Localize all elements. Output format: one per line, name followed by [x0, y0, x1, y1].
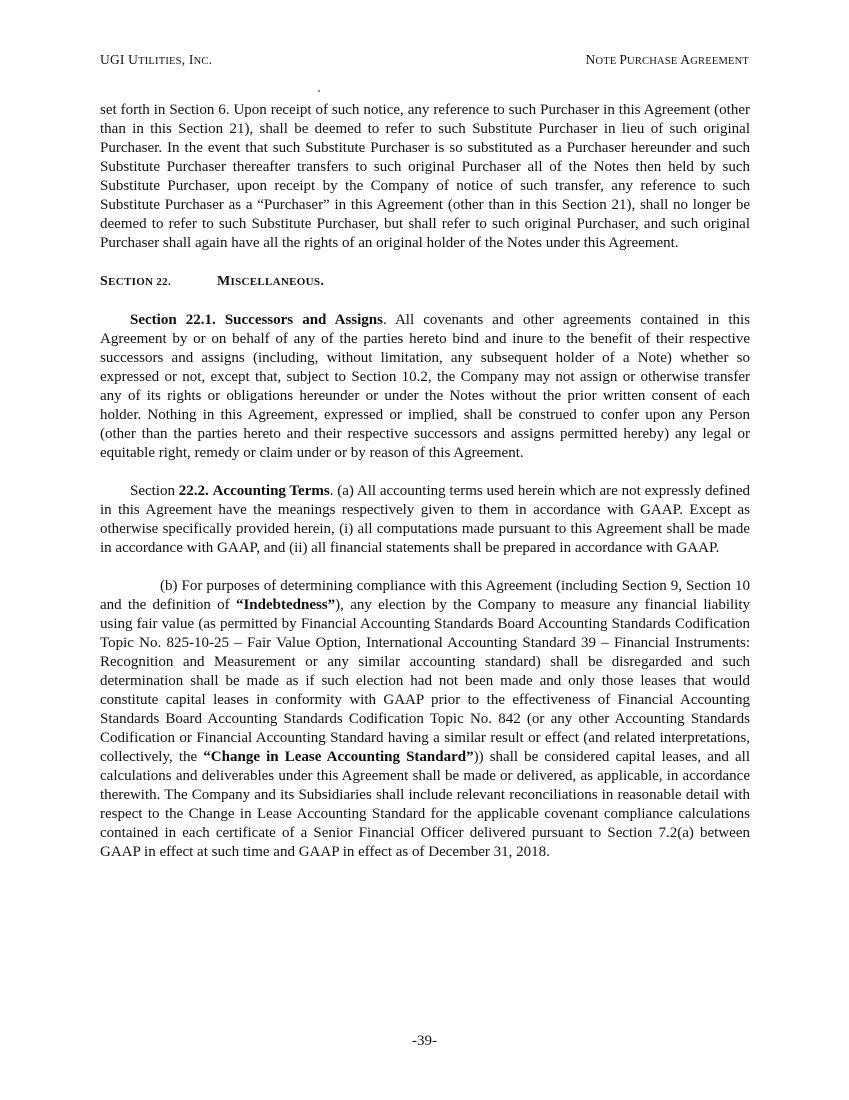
continuation-paragraph: set forth in Section 6. Upon receipt of such notice, any reference to such Purchaser in this Agreement (other than in this Section 21), shall be deemed to refer to such Substitute Purchaser in lieu of such original Purchaser. In the event that such Substitute Purchaser is so substituted as a Purchaser hereunder and such Substitute Purchaser thereafter transfers to such original Purchaser all of the Notes then held by such Substitute Purchaser, upon receipt by the Company of notice of such transfer, any reference to such Substitute Purchaser as a “Purchaser” in this Agreement (other than in this Section 21), shall no longer be deemed to refer to such Substitute Purchaser, but shall refer to such original Purchaser, and such original Purchaser shall again have all the rights of an original holder of the Notes under this Agreement.	[100, 102, 750, 251]
section-22-heading	[100, 272, 750, 292]
section-22-2-title: Accounting Terms	[212, 483, 330, 499]
page-number: -39-	[412, 1033, 437, 1049]
section-22-1-paragraph	[100, 311, 750, 463]
section-22-1-title: Successors and Assigns	[224, 312, 383, 328]
indebtedness-term: “Indebtedness”	[235, 597, 336, 613]
section-22-number: SECTION 22.	[100, 274, 171, 289]
section-22-1-text: . All covenants and other agreements contained in this Agreement by or on behalf of any of the parties hereto bind and inure to the benefit of their respective successors and assigns (including, without limitation, any subsequent holder of a Note) whether so expressed or not, except that, subject to Section 10.2, the Company may not assign or otherwise transfer any of its rights or obligations hereunder or under the Notes without the prior written consent of each holder. Nothing in this Agreement, expressed or implied, shall be construed to confer upon any Person (other than the parties hereto and their respective successors and assigns permitted hereby) any legal or equitable right, remedy or claim under or by reason of this Agreement.	[100, 312, 750, 461]
section-22-1-label: Section 22.1.	[130, 312, 216, 328]
header-document-title: NOTE PURCHASE AGREEMENT	[585, 52, 749, 67]
section-22-2-label: 22.2.	[178, 483, 209, 499]
section-22-title: MISCELLANEOUS.	[217, 274, 325, 289]
scan-mark	[318, 90, 320, 92]
section-22-2-b-paragraph: (b) For purposes of determining compliance with this Agreement (including Section 9, Section 10 and the definition of “Indebtedness”), any election by the Company to measure any financial liability using fair value (as permitted by Financial Accounting Standards Board Accounting Standards Codification Topic No. 825-10-25 – Fair Value Option, International Accounting Standard 39 – Financial Instruments: Recognition and Measurement or any similar accounting standard) shall be disregarded and such determination shall be made as if such election had not been made and only those leases that would constitute capital leases in conformity with GAAP prior to the effectiveness of Financial Accounting Standards Board Accounting Standards Codification Topic No. 842 (or any other Accounting Standards Codification or Financial Accounting Standard having a similar result or effect (and related interpretations, collectively, the “Change in Lease Accounting Standard”)) shall be considered capital leases, and all calculations and deliverables under this Agreement shall be made or delivered, as applicable, in accordance therewith. The Company and its Subsidiaries shall include relevant reconciliations in reasonable detail with respect to the Change in Lease Accounting Standard for the applicable covenant compliance calculations contained in each certificate of a Senior Financial Officer delivered pursuant to Section 7.2(a) between GAAP in effect at such time and GAAP in effect as of December 31, 2018.	[100, 578, 751, 860]
section-22-2-label-prefix: Section	[130, 483, 179, 499]
document-body	[100, 101, 750, 881]
page-header	[100, 52, 749, 72]
lease-standard-term: “Change in Lease Accounting Standard”	[203, 749, 474, 765]
section-22-2-paragraph	[100, 482, 750, 558]
section-22-2-text: . (a) All accounting terms used herein which are not expressly defined in this Agreement have the meanings respectively given to them in accordance with GAAP. Except as otherwise specifically provided herein, (i) all computations made pursuant to this Agreement shall be made in accordance with GAAP, and (ii) all financial statements shall be prepared in accordance with GAAP.	[100, 483, 750, 556]
header-company-name: UGI UTILITIES, INC.	[100, 52, 213, 67]
